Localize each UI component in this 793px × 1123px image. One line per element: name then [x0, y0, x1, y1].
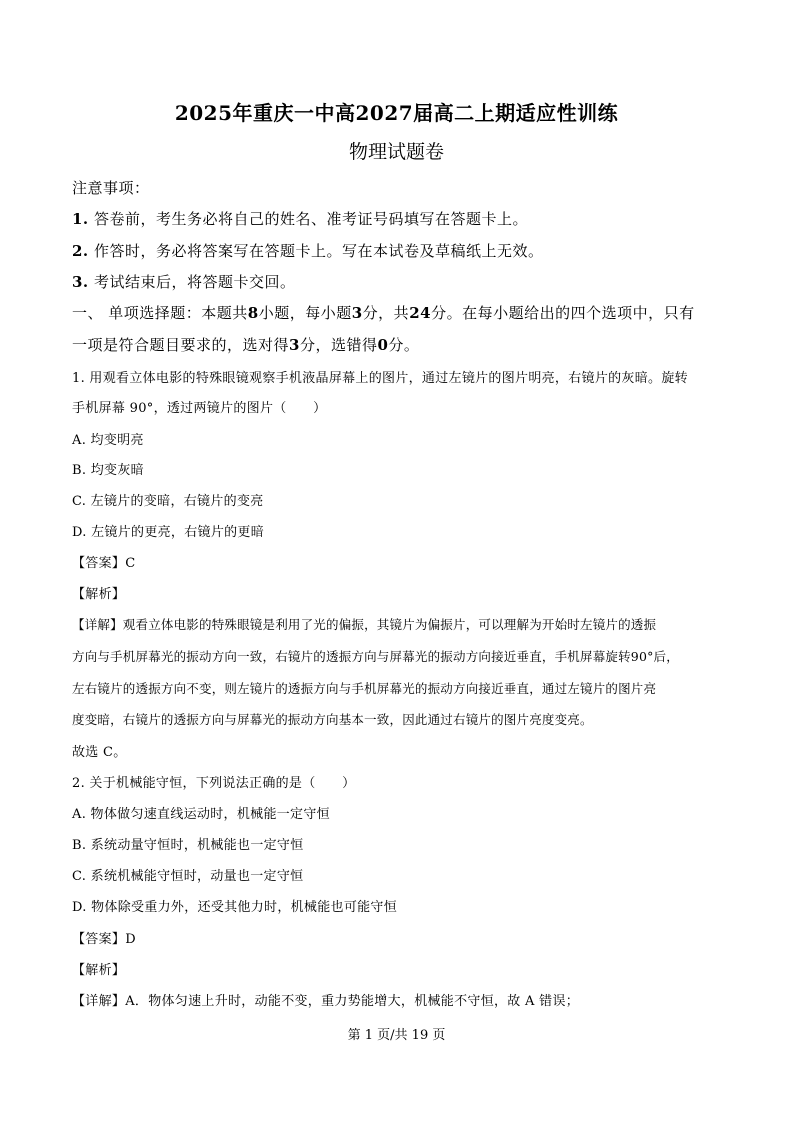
section-text: 一、 单项选择题：本题共 — [72, 304, 248, 322]
section-score: 3 — [351, 304, 363, 322]
notice-item-text: 考试结束后，将答题卡交回。 — [93, 273, 296, 291]
q1-analysis-label: 【解析】 — [72, 587, 126, 602]
q2-option-b: B. 系统动量守恒时，机械能也一定守恒 — [72, 838, 304, 853]
section-total: 24 — [409, 304, 432, 322]
notice-item-number: 3. — [72, 273, 89, 291]
section-text: 分。 — [388, 336, 420, 354]
page-footer: 第 1 页/共 19 页 — [347, 1028, 446, 1043]
q2-option-c: C. 系统机械能守恒时，动量也一定守恒 — [72, 869, 304, 884]
q1-detail-line-1: 【详解】观看立体电影的特殊眼镜是利用了光的偏振，其镜片为偏振片，可以理解为开始时左镜片的透振 — [72, 617, 657, 632]
notice-item-2 — [72, 240, 543, 261]
section-text: 分，选错得 — [299, 336, 378, 354]
q1-detail-line-4: 度变暗，右镜片的透振方向与屏幕光的振动方向基本一致，因此通过右镜片的图片亮度变亮。 — [72, 712, 593, 727]
section-text: 分。在每小题给出的四个选项中，只有 — [431, 304, 695, 322]
q1-detail-line-3: 左右镜片的透振方向不变，则左镜片的透振方向与手机屏幕光的振动方向接近垂直，通过左镜片的图片亮 — [72, 681, 657, 696]
q1-option-d: D. 左镜片的更亮，右镜片的更暗 — [72, 525, 265, 540]
q1-detail-line-2: 方向与手机屏幕光的振动方向一致，右镜片的透振方向与屏幕光的振动方向接近垂直，手机屏幕旋转90°后， — [72, 649, 679, 664]
exam-title: 2025年重庆一中高2027届高二上期适应性训练 — [174, 101, 619, 125]
section-right-score: 3 — [289, 336, 300, 354]
section-text: 小题，每小题 — [258, 304, 352, 322]
exam-subtitle: 物理试题卷 — [348, 141, 444, 163]
q1-option-a: A. 均变明亮 — [72, 433, 144, 448]
notice-item-number: 2. — [72, 242, 89, 260]
section-wrong-score: 0 — [377, 336, 389, 354]
notice-heading: 注意事项： — [72, 179, 150, 197]
q1-option-b: B. 均变灰暗 — [72, 463, 144, 478]
notice-item-text: 作答时，务必将答案写在答题卡上。写在本试卷及草稿纸上无效。 — [93, 242, 544, 260]
q2-answer: 【答案】D — [72, 932, 136, 947]
q2-option-d: D. 物体除受重力外，还受其他力时，机械能也可能守恒 — [72, 900, 398, 915]
q1-option-c: C. 左镜片的变暗，右镜片的变亮 — [72, 494, 264, 509]
section-heading-line-2 — [72, 334, 419, 355]
q1-stem-line-2: 手机屏幕 90°，透过两镜片的图片（ ） — [72, 401, 327, 416]
q2-detail-line-1: 【详解】A．物体匀速上升时，动能不变，重力势能增大，机械能不守恒，故 A 错误； — [72, 994, 580, 1009]
section-count: 8 — [247, 304, 259, 322]
q2-analysis-label: 【解析】 — [72, 963, 126, 978]
section-text: 分，共 — [362, 304, 410, 322]
notice-item-number: 1. — [72, 210, 89, 228]
q2-option-a: A. 物体做匀速直线运动时，机械能一定守恒 — [72, 807, 330, 822]
notice-item-text: 答卷前，考生务必将自己的姓名、准考证号码填写在答题卡上。 — [93, 210, 528, 228]
q2-stem: 2. 关于机械能守恒，下列说法正确的是（ ） — [72, 776, 356, 791]
section-text: 一项是符合题目要求的，选对得 — [72, 336, 290, 354]
q1-stem-line-1: 1. 用观看立体电影的特殊眼镜观察手机液晶屏幕上的图片，通过左镜片的图片明亮，右镜片的灰暗。旋转 — [72, 371, 688, 386]
notice-item-1 — [72, 208, 528, 229]
section-heading-line-1 — [72, 302, 695, 323]
q1-conclusion: 故选 C。 — [72, 745, 127, 760]
q1-answer: 【答案】C — [72, 556, 136, 571]
notice-item-3 — [72, 271, 295, 292]
